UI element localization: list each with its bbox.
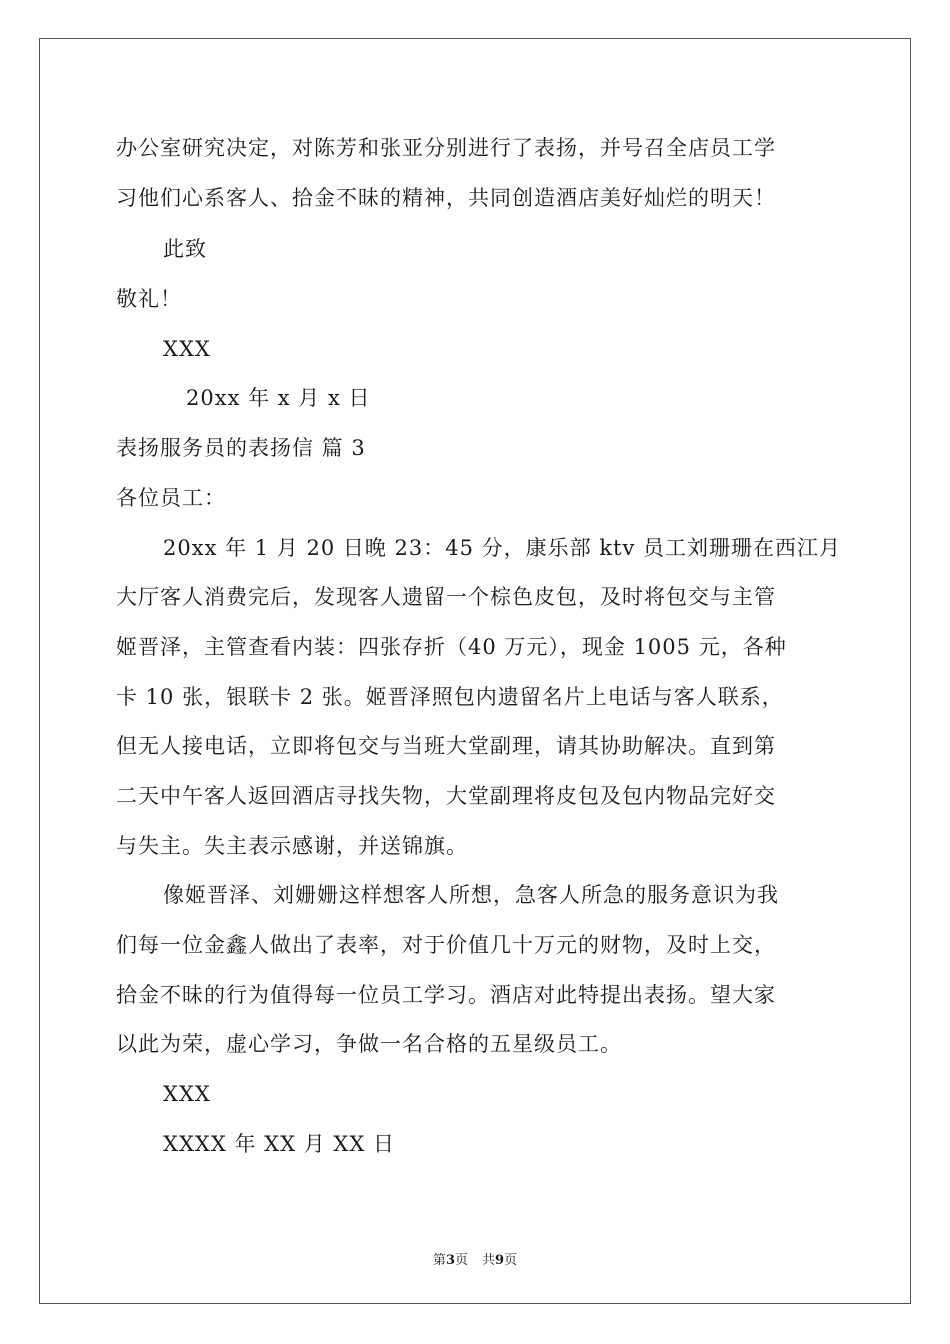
paragraph-line: 卡 10 张，银联卡 2 张。姬晋泽照包内遗留名片上电话与客人联系， [116, 685, 784, 709]
total-page-number: 9 [495, 1253, 505, 1268]
paragraph-line: 像姬晋泽、刘姗姗这样想客人所想，急客人所急的服务意识为我 [163, 883, 779, 907]
paragraph-line: 姬晋泽，主管查看内装：四张存折（40 万元），现金 1005 元，各种 [116, 635, 787, 659]
paragraph-line: 但无人接电话，立即将包交与当班大堂副理，请其协助解决。直到第 [116, 734, 776, 758]
total-suffix: 页 [504, 1253, 518, 1268]
page-border [39, 38, 911, 1304]
paragraph-line: 办公室研究决定，对陈芳和张亚分别进行了表扬，并号召全店员工学 [116, 136, 776, 160]
signer-name: XXX [163, 337, 211, 361]
paragraph-line: 以此为荣，虚心学习，争做一名合格的五星级员工。 [116, 1032, 622, 1056]
paragraph-line: 20xx 年 1 月 20 日晚 23：45 分，康乐部 ktv 员工刘珊珊在西江月 [163, 536, 842, 560]
paragraph-line: 习他们心系客人、拾金不昧的精神，共同创造酒店美好灿烂的明天！ [116, 186, 776, 210]
salutation-line-1: 此致 [163, 237, 207, 261]
letter-date: 20xx 年 x 月 x 日 [186, 386, 371, 410]
paragraph-line: 大厅客人消费完后，发现客人遗留一个棕色皮包，及时将包交与主管 [116, 585, 776, 609]
page-suffix: 页 [454, 1253, 468, 1268]
page-footer [0, 1249, 950, 1268]
current-page-number: 3 [445, 1253, 455, 1268]
signer-name: XXX [163, 1082, 211, 1106]
paragraph-line: 与失主。失主表示感谢，并送锦旗。 [116, 834, 468, 858]
total-prefix: 共 [482, 1253, 496, 1268]
page-prefix: 第 [432, 1253, 446, 1268]
paragraph-line: 拾金不昧的行为值得每一位员工学习。酒店对此特提出表扬。望大家 [116, 983, 776, 1007]
greeting: 各位员工： [116, 486, 226, 510]
paragraph-line: 二天中午客人返回酒店寻找失物，大堂副理将皮包及包内物品完好交 [116, 784, 776, 808]
section-title: 表扬服务员的表扬信 篇 3 [116, 436, 366, 460]
paragraph-line: 们每一位金鑫人做出了表率，对于价值几十万元的财物，及时上交， [116, 933, 776, 957]
letter-date: XXXX 年 XX 月 XX 日 [163, 1132, 395, 1156]
salutation-line-2: 敬礼！ [116, 287, 182, 311]
